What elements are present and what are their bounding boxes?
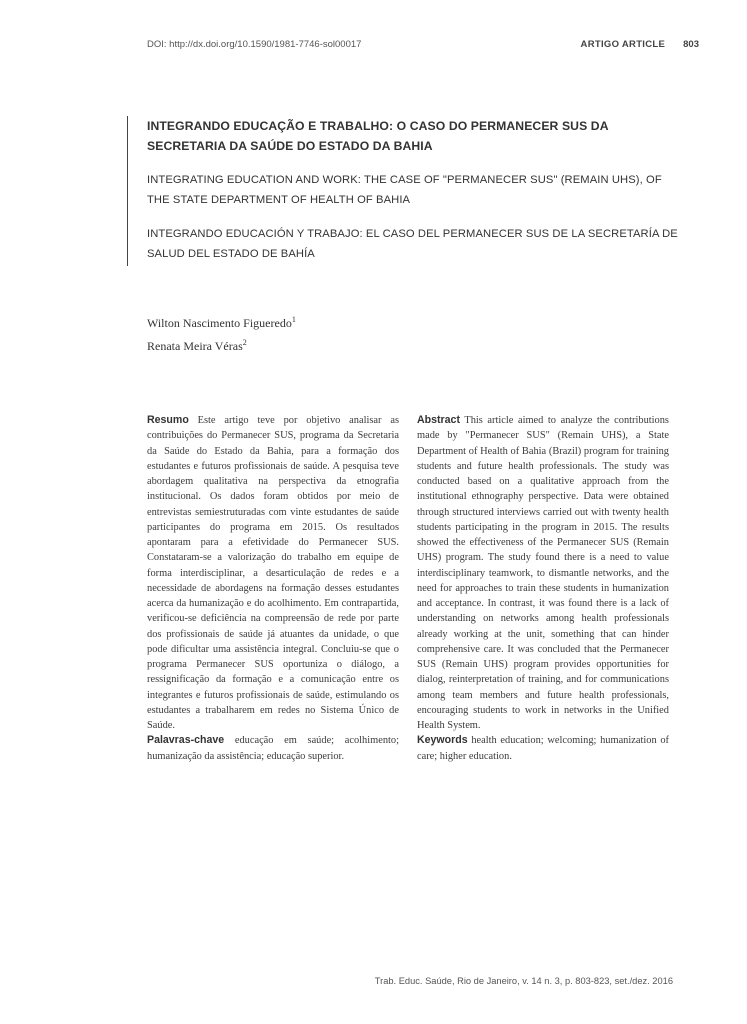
author-2 [147, 333, 296, 356]
journal-citation: Trab. Educ. Saúde, Rio de Janeiro, v. 14 n. 3, p. 803-823, set./dez. 2016 [374, 976, 673, 986]
keywords-label: Keywords [417, 734, 468, 747]
resumo-label: Resumo [147, 414, 189, 426]
author-affiliation-mark: 1 [291, 315, 296, 324]
running-header [581, 39, 699, 50]
abstract-english [417, 413, 669, 764]
palavras-chave-text: educação em saúde; acolhimento; humanização da assistência; educação superior. [147, 735, 399, 762]
author-list [147, 310, 296, 356]
abstract-text: This article aimed to analyze the contributions made by "Permanecer SUS" (Remain UHS), a State Department of Health of Bahia (Brazil) program for training students and future health professionals. The study was conducted based on a qualitative approach from the institutional ethnography perspective. Data were obtained through structured interviews carried out with twenty health students participating in the program in 2015. The results showed the effectiveness of the Permanecer SUS (Remain UHS) program. The study found there is a need to value interdisciplinary teamwork, to dismantle networks, and the need for approaches to train these students in humanization and acceptance. In contrast, it was found there is a lack of understanding on networks among health professionals already working at the unit, something that can hinder comprehensive care. It was concluded that the Permanecer SUS (Remain UHS) program provides opportunities for dialog, reinterpretation of training, and for communications among team members and future health professionals, encouraging students to work in networks in the Unified Health System. [417, 415, 669, 731]
keywords-text: health education; welcoming; humanization of care; higher education. [417, 735, 669, 762]
title-block [127, 116, 687, 266]
author-1 [147, 310, 296, 333]
title-english: INTEGRATING EDUCATION AND WORK: THE CASE OF "PERMANECER SUS" (REMAIN UHS), OF THE STATE DEPARTMENT OF HEALTH OF BAHIA [147, 174, 662, 206]
abstract-label: Abstract [417, 414, 460, 426]
page-number: 803 [683, 39, 699, 50]
author-affiliation-mark: 2 [242, 338, 247, 347]
section-label: ARTIGO ARTICLE [580, 39, 666, 50]
resumo-text: Este artigo teve por objetivo analisar as contribuições do Permanecer SUS, programa da Secretaria da Saúde do Estado da Bahia, para a formação dos estudantes e futuros profissionais de saúde. A pesquisa teve abordagem qualitativa na perspectiva da etnografia institucional. Os dados foram obtidos por meio de entrevistas semiestruturadas com vinte estudantes de saúde participantes do programa em 2015. Os resultados apontaram para a efetividade do Permanecer SUS. Constataram-se a valorização do trabalho em equipe de forma interdisciplinar, a desarticulação de redes e a necessidade de abordagens na formação desses estudantes acerca da humanização e do acolhimento. Em contrapartida, verificou-se deficiência na compreensão de rede por parte dos profissionais de saúde já atuantes da unidade, o que pode dificultar uma assistência integral. Concluiu-se que o programa Permanecer SUS oportuniza o diálogo, a ressignificação da formação e a comunicação entre os integrantes e futuros profissionais de saúde, estimulando os estudantes a trabalharem em redes no Sistema Único de Saúde. [147, 415, 399, 731]
abstract-portuguese [147, 413, 399, 764]
title-spanish: INTEGRANDO EDUCACIÓN Y TRABAJO: EL CASO DEL PERMANECER SUS DE LA SECRETARÍA DE SALUD DEL ESTADO DE BAHÍA [147, 228, 678, 260]
palavras-chave-label: Palavras-chave [147, 734, 225, 747]
author-name: Wilton Nascimento Figueredo [147, 316, 292, 330]
author-name: Renata Meira Véras [147, 339, 243, 353]
title-portuguese: INTEGRANDO EDUCAÇÃO E TRABALHO: O CASO DO PERMANECER SUS DA SECRETARIA DA SAÚDE DO ESTADO DA BAHIA [147, 119, 609, 153]
doi-line: DOI: http://dx.doi.org/10.1590/1981-7746-sol00017 [147, 39, 362, 50]
